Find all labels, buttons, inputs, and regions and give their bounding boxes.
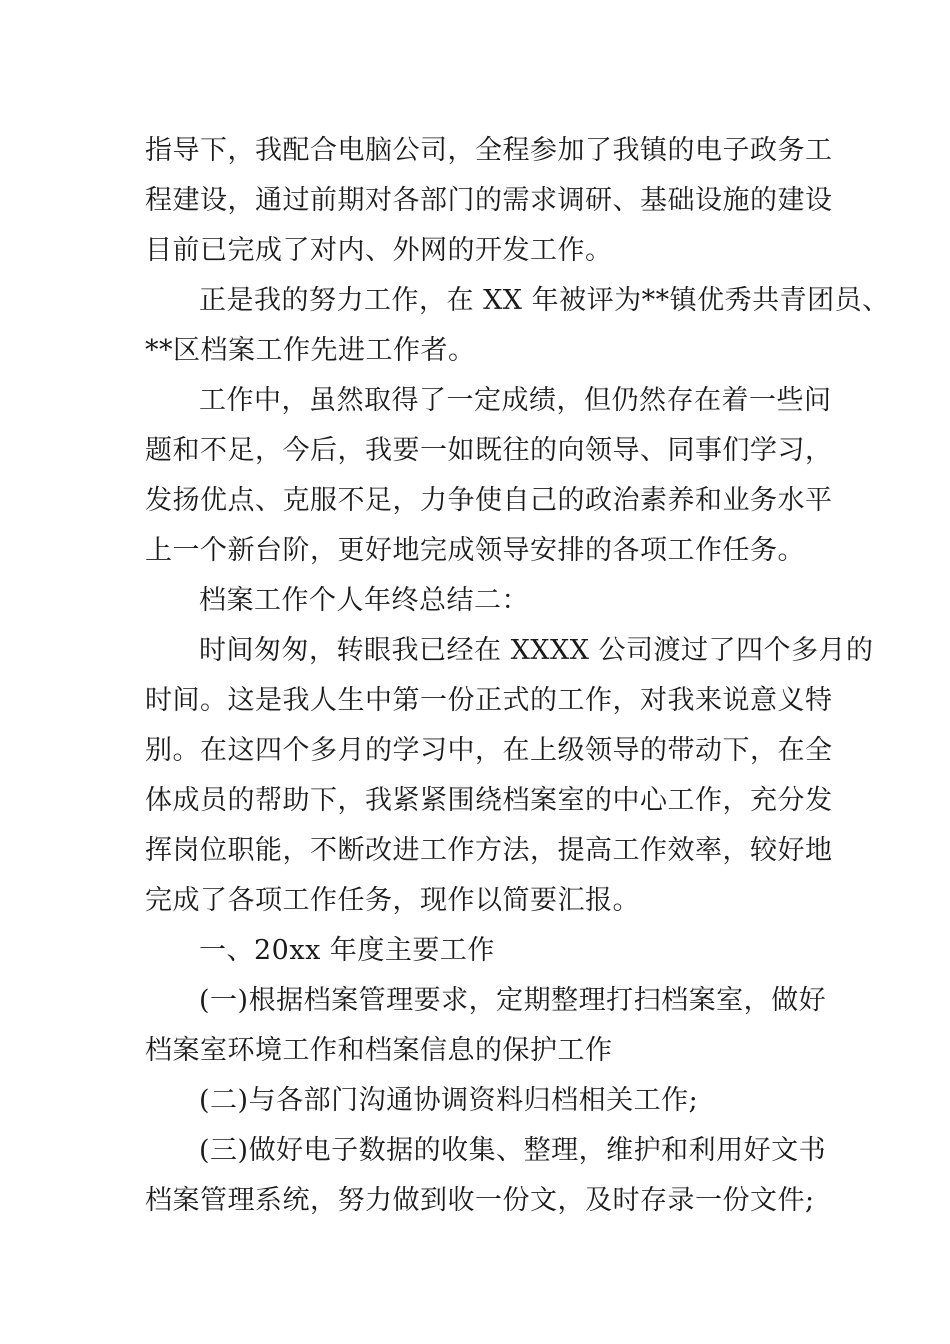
text-line: 档案管理系统，努力做到收一份文，及时存录一份文件; xyxy=(145,1185,815,1216)
text-line: 体成员的帮助下，我紧紧围绕档案室的中心工作，充分发 xyxy=(145,785,833,816)
text-line: 别。在这四个多月的学习中，在上级领导的带动下，在全 xyxy=(145,735,833,766)
list-item: (二)与各部门沟通协调资料归档相关工作; xyxy=(199,1085,699,1116)
section-heading: 一、20xx 年度主要工作 xyxy=(199,935,495,966)
text-line: 发扬优点、克服不足，力争使自己的政治素养和业务水平 xyxy=(145,485,833,516)
list-item: (一)根据档案管理要求，定期整理打扫档案室，做好 xyxy=(199,985,827,1016)
list-item: (三)做好电子数据的收集、整理，维护和利用好文书 xyxy=(199,1135,827,1166)
text-line: 目前已完成了对内、外网的开发工作。 xyxy=(145,235,613,266)
text-line: **区档案工作先进工作者。 xyxy=(145,335,476,366)
text-line: 档案室环境工作和档案信息的保护工作 xyxy=(145,1035,613,1066)
text-line: 上一个新台阶，更好地完成领导安排的各项工作任务。 xyxy=(145,535,805,566)
section-heading: 档案工作个人年终总结二： xyxy=(199,585,529,616)
text-line: 指导下，我配合电脑公司，全程参加了我镇的电子政务工 xyxy=(145,135,833,166)
document-body xyxy=(145,126,890,1226)
text-line: 题和不足，今后，我要一如既往的向领导、同事们学习， xyxy=(145,435,833,466)
text-line: 正是我的努力工作，在 XX 年被评为**镇优秀共青团员、 xyxy=(199,285,890,316)
text-line: 完成了各项工作任务，现作以简要汇报。 xyxy=(145,885,640,916)
text-line: 时间。这是我人生中第一份正式的工作，对我来说意义特 xyxy=(145,685,833,716)
text-line: 程建设，通过前期对各部门的需求调研、基础设施的建设 xyxy=(145,185,833,216)
text-line: 工作中，虽然取得了一定成绩，但仍然存在着一些问 xyxy=(199,385,832,416)
text-line: 时间匆匆，转眼我已经在 XXXX 公司渡过了四个多月的 xyxy=(199,635,874,666)
text-line: 挥岗位职能，不断改进工作方法，提高工作效率，较好地 xyxy=(145,835,833,866)
